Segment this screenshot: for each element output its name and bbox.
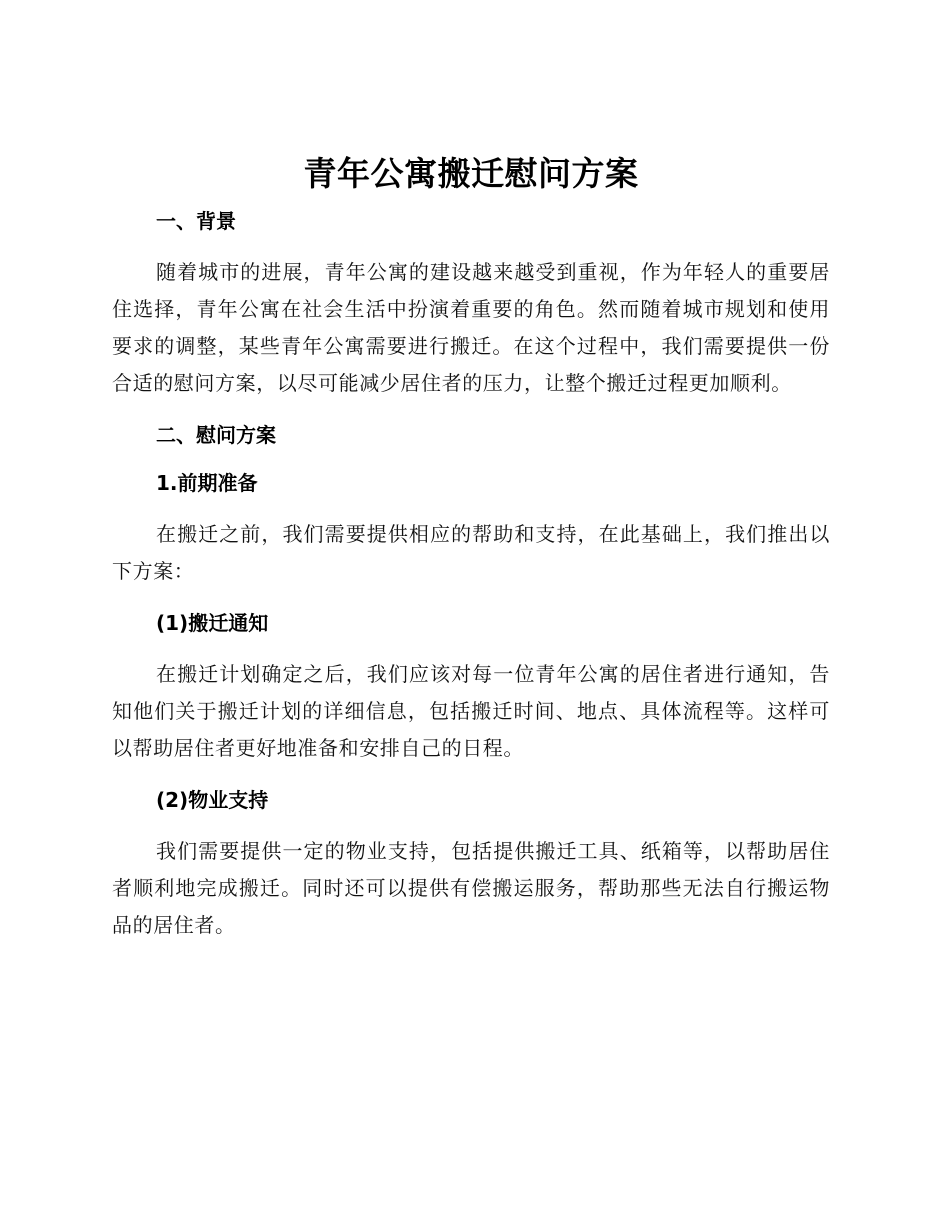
document-title: 青年公寓搬迁慰问方案 bbox=[303, 154, 639, 193]
section-heading-background: 一、背景 bbox=[156, 209, 236, 233]
paragraph-background: 随着城市的进展，青年公寓的建设越来越受到重视，作为年轻人的重要居住选择，青年公寓在社会生活中扮演着重要的角色。然而随着城市规划和使用要求的调整，某些青年公寓需要进行搬迁。在这个过程中，我们需要提供一份合适的慰问方案，以尽可能减少居住者的压力，让整个搬迁过程更加顺利。 bbox=[112, 260, 830, 395]
paragraph-preparation: 在搬迁之前，我们需要提供相应的帮助和支持，在此基础上，我们推出以下方案： bbox=[112, 522, 830, 583]
paragraph-relocation-notice: 在搬迁计划确定之后，我们应该对每一位青年公寓的居住者进行通知，告知他们关于搬迁计划的详细信息，包括搬迁时间、地点、具体流程等。这样可以帮助居住者更好地准备和安排自己的日程。 bbox=[112, 662, 830, 760]
section-heading-plan: 二、慰问方案 bbox=[156, 423, 276, 447]
document-body bbox=[112, 150, 830, 944]
subheading-preparation: 1.前期准备 bbox=[156, 471, 258, 495]
subheading-property-support: (2)物业支持 bbox=[156, 788, 269, 812]
paragraph-property-support: 我们需要提供一定的物业支持，包括提供搬迁工具、纸箱等，以帮助居住者顺利地完成搬迁。同时还可以提供有偿搬运服务，帮助那些无法自行搬运物品的居住者。 bbox=[112, 839, 830, 937]
subheading-relocation-notice: (1)搬迁通知 bbox=[156, 611, 269, 635]
